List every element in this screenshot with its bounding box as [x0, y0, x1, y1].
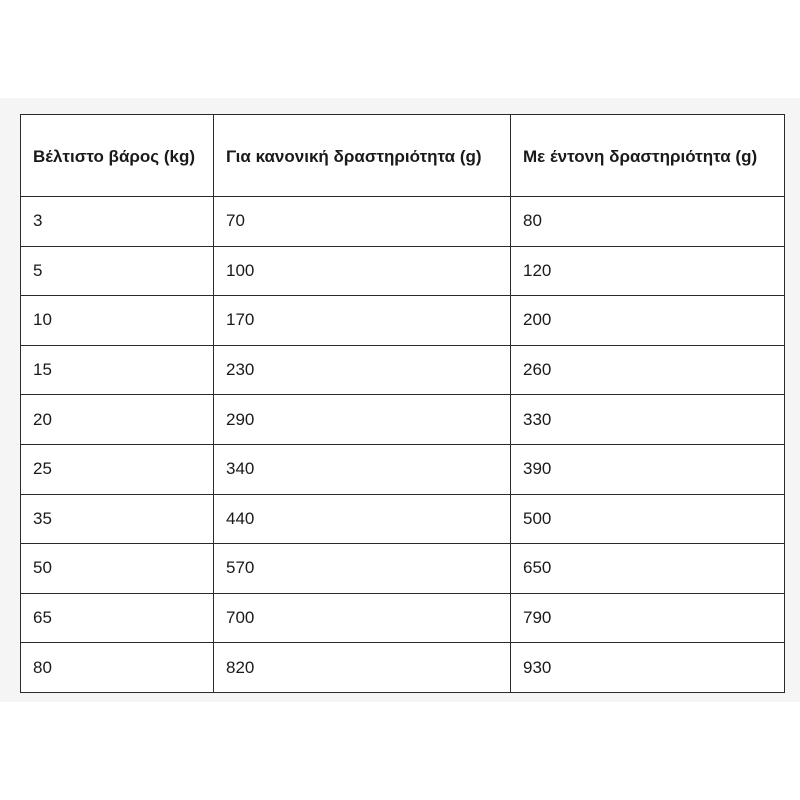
cell-normal: 340	[214, 444, 511, 494]
cell-weight: 35	[21, 494, 214, 544]
table-row	[21, 296, 785, 346]
table-row	[21, 643, 785, 693]
table-row	[21, 544, 785, 594]
cell-intense: 260	[511, 345, 785, 395]
cell-normal: 70	[214, 197, 511, 247]
table-header-row	[21, 115, 785, 197]
table-row	[21, 246, 785, 296]
cell-weight: 25	[21, 444, 214, 494]
cell-normal: 440	[214, 494, 511, 544]
table-row	[21, 345, 785, 395]
header-intense-activity: Με έντονη δραστηριότητα (g)	[511, 115, 785, 197]
table-row	[21, 444, 785, 494]
cell-intense: 790	[511, 593, 785, 643]
cell-weight: 15	[21, 345, 214, 395]
cell-weight: 5	[21, 246, 214, 296]
cell-normal: 100	[214, 246, 511, 296]
cell-intense: 80	[511, 197, 785, 247]
cell-normal: 820	[214, 643, 511, 693]
cell-intense: 390	[511, 444, 785, 494]
cell-normal: 290	[214, 395, 511, 445]
cell-intense: 500	[511, 494, 785, 544]
cell-weight: 50	[21, 544, 214, 594]
cell-normal: 170	[214, 296, 511, 346]
cell-intense: 650	[511, 544, 785, 594]
cell-intense: 200	[511, 296, 785, 346]
cell-intense: 120	[511, 246, 785, 296]
cell-weight: 80	[21, 643, 214, 693]
cell-intense: 330	[511, 395, 785, 445]
table-row	[21, 494, 785, 544]
feeding-table	[20, 114, 785, 693]
table-row	[21, 395, 785, 445]
table-panel	[0, 98, 800, 702]
header-optimal-weight: Βέλτιστο βάρος (kg)	[21, 115, 214, 197]
cell-weight: 3	[21, 197, 214, 247]
cell-normal: 570	[214, 544, 511, 594]
cell-weight: 20	[21, 395, 214, 445]
cell-normal: 230	[214, 345, 511, 395]
table-row	[21, 197, 785, 247]
cell-weight: 10	[21, 296, 214, 346]
cell-weight: 65	[21, 593, 214, 643]
cell-intense: 930	[511, 643, 785, 693]
header-normal-activity: Για κανονική δραστηριότητα (g)	[214, 115, 511, 197]
table-row	[21, 593, 785, 643]
cell-normal: 700	[214, 593, 511, 643]
